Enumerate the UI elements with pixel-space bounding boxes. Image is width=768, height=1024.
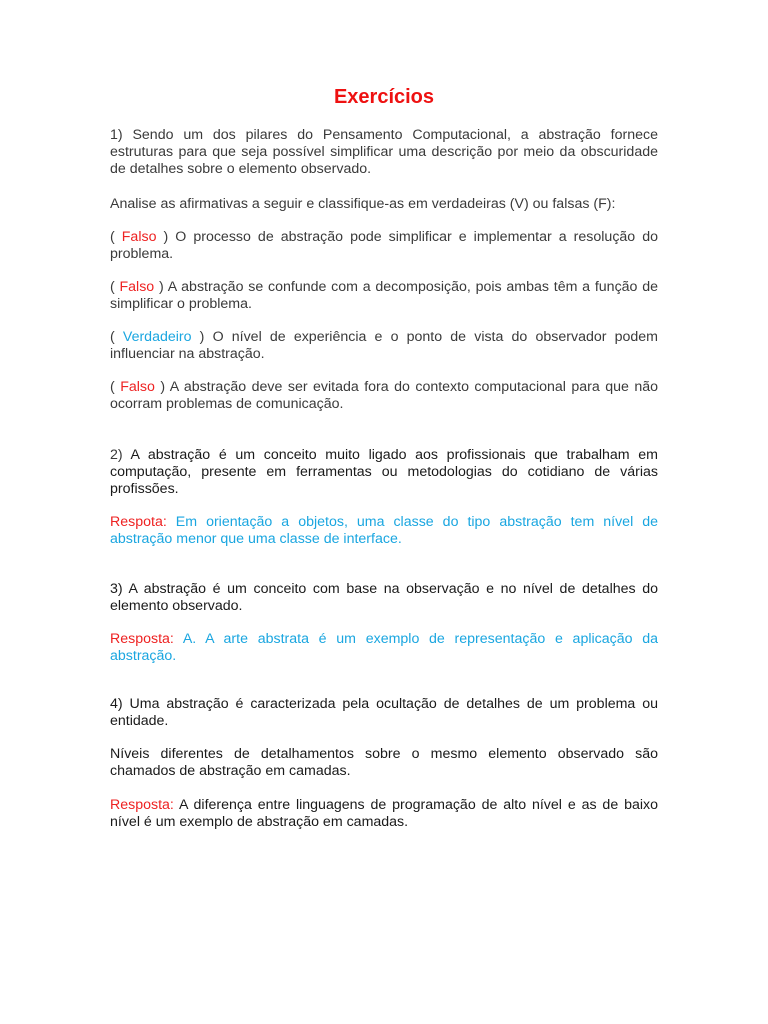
q2-text [110,447,658,498]
answer-true: Verdadeiro [122,329,192,345]
q4-statement: Níveis diferentes de detalhamentos sobre o mesmo elemento observado são chamados de abstração em camadas. [110,746,658,779]
answer-text: A diferença entre linguagens de programação de alto nível e as de baixo nível é um exemplo de abstração em camadas. [110,797,658,830]
answer-label: Respota: [110,514,167,530]
q1-item-3 [110,329,658,363]
paren-close: ) [156,229,176,245]
q1-item-1 [110,229,658,263]
answer-false: Falso [120,379,155,395]
q3-answer [110,631,658,665]
q2-body: A abstração é um conceito muito ligado aos profissionais que trabalham em computação, presente em ferramentas ou metodologias do cotidiano de várias profissões. [110,447,658,497]
answer-label: Resposta: [110,797,174,813]
paren-open: ( [110,329,123,345]
q2-number: 2) [110,447,123,463]
paren-open: ( [110,229,122,245]
q1-instruction: Analise as afirmativas a seguir e classifique-as em verdadeiras (V) ou falsas (F): [110,196,616,212]
answer-text: Em orientação a objetos, uma classe do tipo abstração tem nível de abstração menor que uma classe de interface. [110,514,658,547]
answer-text: A. A arte abstrata é um exemplo de representação e aplicação da abstração. [110,631,658,664]
paren-open: ( [110,279,120,295]
q1-intro: 1) Sendo um dos pilares do Pensamento Computacional, a abstração fornece estruturas para que seja possível simplificar uma descrição por meio da obscuridade de detalhes sobre o elemento observado. [110,127,658,177]
answer-false: Falso [121,229,157,245]
q1-item-2 [110,279,658,313]
q4-answer [110,797,658,831]
item-text: O nível de experiência e o ponto de vista do observador podem influenciar na abstração. [110,329,658,362]
q4-text: 4) Uma abstração é caracterizada pela ocultação de detalhes de um problema ou entidade. [110,696,658,729]
q3-text: 3) A abstração é um conceito com base na observação e no nível de detalhes do elemento observado. [110,581,658,614]
page-title: Exercícios [333,86,435,108]
paren-close: ) [154,379,170,395]
q2-answer [110,514,658,548]
answer-false: Falso [119,279,155,295]
paren-open: ( [110,379,121,395]
q1-item-4 [110,379,658,413]
item-text: O processo de abstração pode simplificar e implementar a resolução do problema. [110,229,659,262]
item-text: A abstração se confunde com a decomposição, pois ambas têm a função de simplificar o problema. [110,279,658,312]
paren-close: ) [154,279,168,295]
answer-label: Resposta: [110,631,174,647]
paren-close: ) [191,329,213,345]
item-text: A abstração deve ser evitada fora do contexto computacional para que não ocorram problemas de comunicação. [110,379,659,412]
